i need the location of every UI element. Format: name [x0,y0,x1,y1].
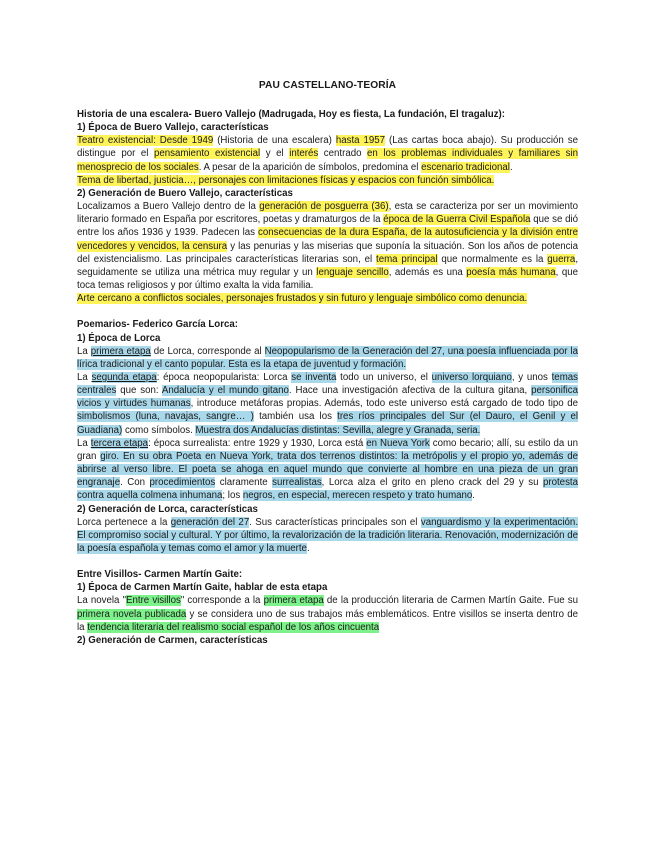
summary-epoca-buero: Tema de libertad, justicia…, personajes con limitaciones físicas y espacios con función simbólica. [77,174,495,186]
section-heading-buero-vallejo: Historia de una escalera- Buero Vallejo (Madrugada, Hoy es fiesta, La fundación, El tragaluz): [77,109,505,120]
question-generacion-buero: 2) Generación de Buero Vallejo, características [77,187,293,199]
paragraph-epoca-buero: Teatro existencial: Desde 1949 (Historia de una escalera) hasta 1957 (Las cartas boca abajo). Su producción se distingue por el pensamiento existencial y el interés centrado en los problemas individuales y familiares sin menosprecio de los sociales. A pesar de la aparición de símbolos, predomina el escenario tradicional. [77,135,578,173]
paragraph-primera-etapa: La primera etapa de Lorca, corresponde al Neopopularismo de la Generación del 27, una poesía influenciada por la lírica tradicional y el canto popular. Esta es la etapa de juventud y formación. [77,345,578,370]
question-epoca-buero: 1) Época de Buero Vallejo, características [77,122,269,134]
page-title: PAU CASTELLANO-TEORÍA [258,80,397,91]
question-epoca-carmen: 1) Época de Carmen Martín Gaite, hablar de esta etapa [77,582,328,594]
paragraph-segunda-etapa: La segunda etapa: época neopopularista: Lorca se inventa todo un universo, el universo lorquiano, y unos temas centrales que son: Andalucía y el mundo gitano. Hace una investigación afectiva de la cultura gitana, personifica vicios y virtudes humanas, introduce metáforas propias. Además, todo este universo está cargado de todo tipo de simbolismos (luna, navajas, sangre… ) también usa los tres ríos principales del Sur (el Dauro, el Genil y el Guadiana) como símbolos. Muestra dos Andalucías distintas: Sevilla, alegre y Granada, seria. [77,371,579,436]
paragraph-epoca-carmen: La novela "Entre visillos" corresponde a la primera etapa de la producción literaria de Carmen Martín Gaite. Fue su primera novela publicada y se considera uno de sus trabajos más emblemáticos. Entre visillos se inserta dentro de la tendencia literaria del realismo social español de los años cincuenta [77,595,578,633]
document-body [77,108,578,647]
question-generacion-lorca: 2) Generación de Lorca, características [77,503,258,515]
summary-generacion-buero: Arte cercano a conflictos sociales, personajes frustados y sin futuro y lenguaje simbólico como denuncia. [77,293,528,305]
section-heading-lorca: Poemarios- Federico García Lorca: [77,319,238,331]
paragraph-tercera-etapa: La tercera etapa: época surrealista: entre 1929 y 1930, Lorca está en Nueva York como becario; allí, su estilo da un gran giro. En su obra Poeta en Nueva York, trata dos terrenos distintos: la metrópolis y el propio yo, además de abrirse al verso libre. El poeta se ahoga en aquel mundo que convierte al hombre en una pieza de un gran engranaje. Con procedimientos claramente surrealistas, Lorca alza el grito en pleno crack del 29 y su protesta contra aquella colmena inhumana; los negros, en especial, merecen respeto y trato humano. [77,437,578,502]
paragraph-generacion-buero: Localizamos a Buero Vallejo dentro de la generación de posguerra (36), esta se caracteriza por ser un movimiento literario formado en España por escritores, poetas y dramaturgos de la época de la Guerra Civil Española que se dió entre los años 1936 y 1939. Padecen las consecuencias de la dura España, de la autosuficiencia y la división entre vencedores y vencidos, la censura y las penurias y las miserias que suponía la situación. Son los años de potencia del existencialismo. Las principales características literarias son, el tema principal que normalmente es la guerra, seguidamente se utiliza una métrica muy regular y un lenguaje sencillo, además es una poesía más humana, que toca temas religiosos y por último exalta la vida familia. [77,201,579,292]
paragraph-generacion-lorca: Lorca pertenece a la generación del 27. Sus características principales son el vanguardismo y la experimentación. El compromiso social y cultural. Y por último, la revalorización de la tradición literaria. Renovación, modernización de la poesía española y temas como el amor y la muerte. [77,516,579,554]
section-heading-carmen-martin-gaite: Entre Visillos- Carmen Martín Gaite: [77,569,243,581]
question-epoca-lorca: 1) Época de Lorca [77,332,161,344]
question-generacion-carmen: 2) Generación de Carmen, características [77,634,268,646]
